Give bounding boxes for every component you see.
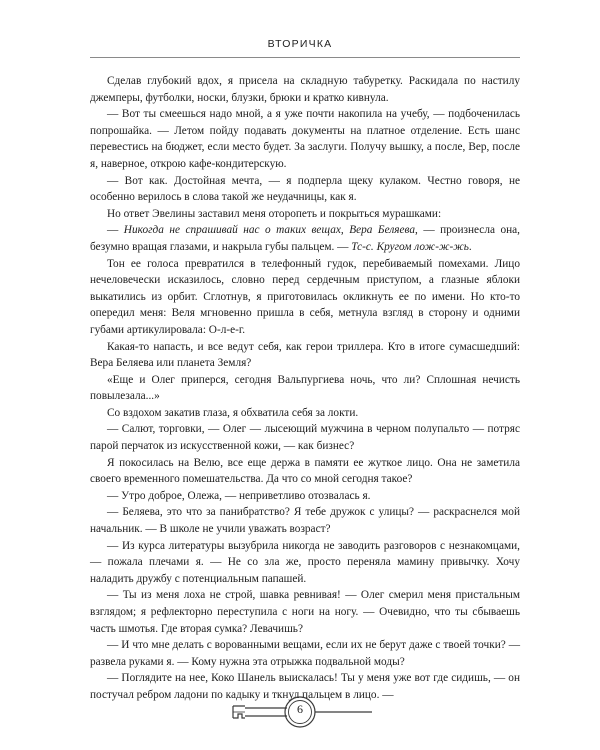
header-rule bbox=[90, 57, 520, 58]
paragraph bbox=[90, 206, 520, 223]
text-run: Но ответ Эвелины заставил меня оторопеть и покрыться мурашками: bbox=[107, 207, 442, 220]
paragraph bbox=[90, 339, 520, 372]
text-run: — Поглядите на нее, Коко Шанель выискалась! Ты у меня уже вот где сидишь, — он постучал ребром ладони по кадыку и ткнул пальцем в лицо. — bbox=[90, 672, 520, 701]
text-run: Сделав глубокий вдох, я присела на складную табуретку. Раскидала по настилу джемперы, футболки, носки, блузки, брюки и кратко кивнула. bbox=[90, 75, 520, 104]
text-run: «Еще и Олег приперся, сегодня Вальпургиева ночь, что ли? Сплошная нечисть повылезала...» bbox=[90, 373, 520, 403]
paragraph bbox=[90, 173, 520, 206]
paragraph bbox=[90, 256, 520, 339]
paragraph bbox=[90, 637, 520, 670]
text-run: , — произнесла она, безумно вращая глазами, и накрыла губы пальцем. — bbox=[90, 224, 520, 253]
paragraph bbox=[90, 222, 520, 255]
text-run: Тон ее голоса превратился в телефонный гудок, перебиваемый помехами. Лицо нечеловечески исказилось, словно перед сердечным приступом, а глазные яблоки выкатились из орбит. Сглотнув, я приготовилась окликнуть ее по имени. Но кто-то опередил меня: Веля мгновенно пришла в себя, метнула взгляд в сторону и одними губами артикулировала: О-л-е-г. bbox=[90, 257, 520, 336]
running-title: ВТОРИЧКА bbox=[267, 38, 333, 50]
text-run: — Салют, торговки, — Олег — лысеющий мужчина в черном полупальто — потряс парой перчаток из искусственной кожи, — как бизнес? bbox=[90, 423, 520, 453]
paragraph bbox=[90, 372, 520, 405]
text-run: Со вздохом закатив глаза, я обхватила себя за локти. bbox=[107, 406, 359, 419]
book-text-body bbox=[90, 73, 520, 704]
text-run: Какая-то напасть, и все ведут себя, как герои триллера. Кто в итоге сумасшедший: Вера Беляева или планета Земля? bbox=[90, 340, 520, 370]
italic-phrase: Никогда не спрашивай нас о таких вещах, Вера Беляева bbox=[123, 224, 415, 237]
text-run: — Утро доброе, Олежа, — неприветливо отозвалась я. bbox=[107, 489, 371, 502]
paragraph bbox=[90, 455, 520, 488]
paragraph bbox=[90, 488, 520, 505]
page-footer bbox=[0, 688, 600, 736]
text-run: — Вот ты смеешься надо мной, а я уже почти накопила на учебу, — подбоченилась попрошайка. — Летом пойду подавать документы на платное отделение. Есть шанс перевестись на бюджет, если место будет. За заслуги. Получу вышку, а после, Вер, после я, наверное, открою кафе-кондитерскую. bbox=[90, 108, 520, 170]
text-run: — Из курса литературы вызубрила никогда не заводить разговоров с незнакомцами, — пожала плечами я. — Не со зла же, просто переняла мамину привычку. Хочу наладить дружбу с потенциальным папашей. bbox=[90, 539, 520, 585]
paragraph bbox=[90, 106, 520, 172]
paragraph bbox=[90, 587, 520, 637]
italic-phrase: Тс-с. Кругом лож-ж-жь bbox=[351, 240, 469, 253]
text-run: Я покосилась на Велю, все еще держа в памяти ее жуткое лицо. Она не заметила своего временного помешательства. Да что со мной сегодня такое? bbox=[90, 456, 520, 486]
paragraph bbox=[90, 538, 520, 588]
paragraph bbox=[90, 73, 520, 106]
paragraph bbox=[90, 421, 520, 454]
text-run: — Беляева, это что за панибратство? Я тебе дружок с улицы? — раскраснелся мой начальник. — В школе не учили уважать возраст? bbox=[90, 506, 520, 536]
page-number: 6 bbox=[297, 702, 303, 716]
paragraph bbox=[90, 405, 520, 422]
text-run: — Ты из меня лоха не строй, шавка ревнивая! — Олег смерил меня пристальным взглядом; я рефлекторно переступила с ноги на ногу. — Очевидно, что ты сбываешь часть шмотья. Где вторая сумка? Левачишь? bbox=[90, 589, 520, 635]
text-run: — bbox=[107, 224, 124, 237]
text-run: — Вот как. Достойная мечта, — я подперла щеку кулаком. Честно говоря, не особенно верилось в слова такой же неудачницы, как я. bbox=[90, 174, 520, 204]
paragraph bbox=[90, 504, 520, 537]
text-run: . bbox=[468, 240, 472, 253]
text-run: — И что мне делать с ворованными вещами, если их не берут даже с твоей точки? — развела руками я. — Кому нужна эта отрыжка подвальной моды? bbox=[90, 639, 520, 668]
